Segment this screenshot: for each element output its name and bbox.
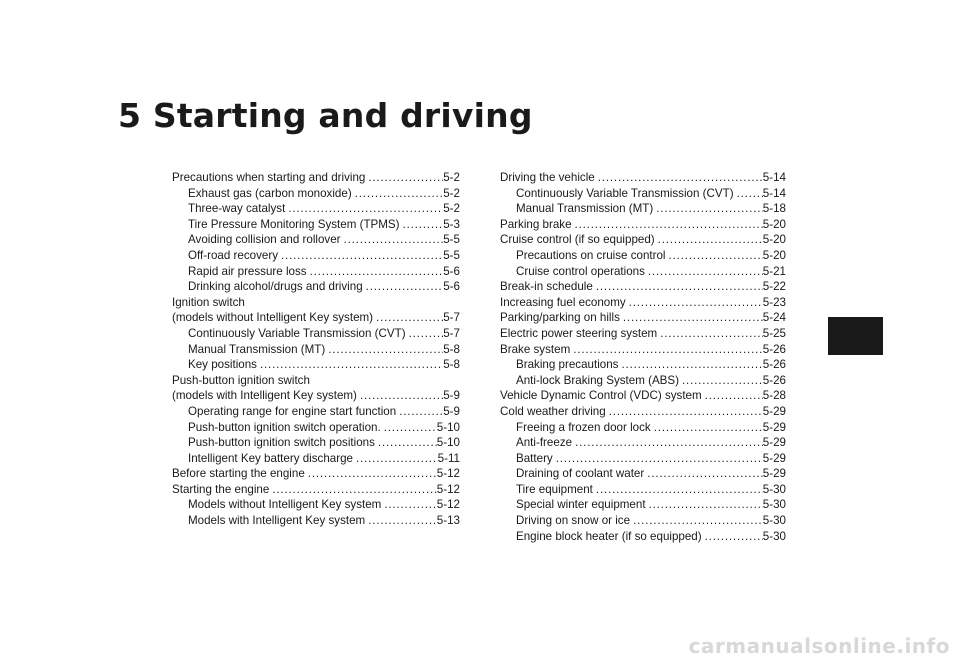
toc-entry[interactable] (500, 279, 786, 295)
toc-entry-label: Rapid air pressure loss (188, 264, 307, 278)
toc-entry-label: Push-button ignition switch operation. (188, 420, 381, 434)
toc-entry-label: Precautions on cruise control (516, 248, 666, 262)
toc-entry-label: Precautions when starting and driving (172, 171, 366, 184)
toc-dot-leader (644, 466, 763, 482)
toc-subentry[interactable] (500, 357, 786, 373)
toc-dot-leader (572, 435, 763, 451)
toc-page-number: 5-5 (443, 233, 460, 247)
toc-subentry[interactable] (172, 513, 460, 529)
toc-dot-leader (352, 186, 444, 202)
toc-entry-label: Starting the engine (172, 482, 270, 496)
chapter-tab-marker (828, 317, 883, 355)
toc-entry-label: Intelligent Key battery discharge (188, 451, 353, 465)
toc-page-number: 5-20 (762, 248, 786, 262)
toc-dot-leader (257, 357, 443, 373)
toc-page-number: 5-29 (762, 436, 786, 450)
toc-subentry[interactable] (172, 279, 460, 295)
toc-entry[interactable] (172, 170, 460, 186)
toc-dot-leader (646, 497, 763, 513)
toc-entry[interactable] (500, 404, 786, 420)
toc-subentry[interactable] (500, 482, 786, 498)
toc-page-number: 5-22 (762, 280, 786, 294)
toc-subentry[interactable] (172, 248, 460, 264)
toc-entry-label: Anti-lock Braking System (ABS) (516, 373, 680, 387)
toc-page-number: 5-30 (762, 514, 786, 528)
toc-page-number: 5-6 (443, 264, 460, 278)
toc-dot-leader (269, 482, 436, 498)
toc-page-number: 5-20 (762, 233, 786, 247)
toc-dot-leader (618, 357, 762, 373)
toc-entry[interactable] (172, 388, 460, 404)
toc-entry-label: Continuously Variable Transmission (CVT) (188, 326, 406, 340)
toc-entry[interactable] (500, 217, 786, 233)
toc-page-number: 5-26 (762, 342, 786, 356)
toc-dot-leader (626, 295, 763, 311)
toc-entry-label: Continuously Variable Transmission (CVT) (516, 186, 734, 200)
toc-entry-label: Models with Intelligent Key system (188, 514, 366, 528)
toc-entry-label: Before starting the engine (172, 467, 305, 481)
toc-page-number: 5-14 (762, 186, 786, 200)
toc-page-number: 5-13 (436, 514, 460, 528)
toc-entry-label: Cruise control (if so equipped) (500, 233, 655, 247)
toc-page-number: 5-11 (437, 451, 460, 465)
toc-page-number: 5-12 (436, 482, 460, 496)
toc-dot-leader (341, 232, 444, 248)
toc-page-number: 5-30 (762, 498, 786, 512)
toc-entry-label: Driving on snow or ice (516, 514, 631, 528)
toc-page-number: 5-28 (762, 389, 786, 403)
toc-entry-label: Break-in schedule (500, 280, 593, 294)
toc-subentry[interactable] (500, 497, 786, 513)
toc-dot-leader (734, 186, 763, 202)
toc-page-number: 5-7 (443, 326, 460, 340)
toc-page-number: 5-2 (443, 186, 460, 200)
toc-page-number: 5-12 (436, 498, 460, 512)
toc-entry-label: Electric power steering system (500, 326, 658, 340)
toc-subentry[interactable] (172, 264, 460, 280)
toc-entry-label: (models with Intelligent Key system) (172, 389, 357, 403)
toc-entry[interactable] (500, 295, 786, 311)
toc-entry-label: Drinking alcohol/drugs and driving (188, 280, 363, 294)
toc-dot-leader (606, 404, 763, 420)
toc-page-number: 5-10 (436, 420, 460, 434)
toc-subentry[interactable] (172, 435, 460, 451)
toc-entry-label: Push-button ignition switch positions (188, 436, 375, 450)
toc-dot-leader (381, 497, 436, 513)
toc-dot-leader (285, 201, 443, 217)
toc-subentry[interactable] (500, 466, 786, 482)
toc-entry-label: Freeing a frozen door lock (516, 420, 651, 434)
toc-subentry[interactable] (500, 186, 786, 202)
toc-subentry[interactable] (172, 404, 460, 420)
toc-entry-label: Off-road recovery (188, 248, 278, 262)
toc-dot-leader (593, 279, 763, 295)
toc-page-number: 5-23 (762, 295, 786, 309)
toc-entry[interactable] (172, 310, 460, 326)
toc-dot-leader (702, 388, 763, 404)
toc-subentry[interactable] (172, 217, 460, 233)
toc-page-number: 5-29 (762, 420, 786, 434)
toc-entry-label: Increasing fuel economy (500, 295, 626, 309)
toc-dot-leader (702, 529, 763, 545)
toc-dot-leader (357, 388, 443, 404)
toc-page-number: 5-26 (762, 358, 786, 372)
toc-entry-label: Driving the vehicle (500, 171, 595, 184)
toc-subentry[interactable] (500, 201, 786, 217)
toc-subentry[interactable] (172, 201, 460, 217)
toc-dot-leader (595, 170, 763, 186)
toc-entry[interactable] (500, 310, 786, 326)
toc-entry-label: Cold weather driving (500, 404, 606, 418)
toc-entry-label: Vehicle Dynamic Control (VDC) system (500, 389, 702, 403)
toc-page-number: 5-30 (762, 529, 786, 543)
toc-dot-leader (406, 326, 444, 342)
toc-page-number: 5-2 (443, 171, 460, 184)
toc-page-number: 5-29 (762, 404, 786, 418)
toc-subentry[interactable] (500, 264, 786, 280)
toc-page-number: 5-29 (762, 451, 786, 465)
toc-entry-label: Brake system (500, 342, 571, 356)
toc-dot-leader (400, 217, 444, 233)
toc-page-number: 5-10 (436, 436, 460, 450)
toc-entry-label: Special winter equipment (516, 498, 646, 512)
toc-entry-label: (models without Intelligent Key system) (172, 311, 374, 325)
toc-page-number: 5-8 (443, 358, 460, 372)
toc-entry[interactable] (500, 342, 786, 358)
toc-entry-label: Tire Pressure Monitoring System (TPMS) (188, 217, 400, 231)
toc-dot-leader (381, 420, 437, 436)
toc-subentry[interactable] (500, 435, 786, 451)
toc-subentry[interactable] (172, 420, 460, 436)
toc-left-column (172, 170, 460, 529)
toc-dot-leader (365, 513, 437, 529)
toc-page-number: 5-9 (443, 389, 460, 403)
toc-entry[interactable] (172, 482, 460, 498)
toc-dot-leader (365, 170, 443, 186)
toc-entry-label: Operating range for engine start function (188, 404, 397, 418)
toc-subentry[interactable] (172, 451, 460, 467)
toc-page-number: 5-24 (762, 311, 786, 325)
toc-subentry[interactable] (172, 497, 460, 513)
toc-dot-leader (305, 466, 437, 482)
toc-entry-label: Manual Transmission (MT) (188, 342, 326, 356)
toc-entry-label: Key positions (188, 358, 257, 372)
toc-dot-leader (645, 264, 763, 280)
toc-dot-leader (655, 232, 763, 248)
watermark: carmanualsonline.info (688, 634, 950, 658)
toc-subentry[interactable] (500, 451, 786, 467)
toc-entry[interactable] (500, 170, 786, 186)
toc-dot-leader (396, 404, 443, 420)
toc-right-column (500, 170, 786, 544)
toc-entry[interactable] (500, 326, 786, 342)
toc-page-number: 5-3 (443, 217, 460, 231)
toc-dot-leader (651, 420, 763, 436)
toc-entry-label: Models without Intelligent Key system (188, 498, 382, 512)
toc-entry-label: Parking/parking on hills (500, 311, 620, 325)
toc-subentry[interactable] (172, 232, 460, 248)
toc-dot-leader (653, 201, 763, 217)
toc-dot-leader (325, 342, 443, 358)
chapter-title: 5 Starting and driving (118, 96, 533, 135)
toc-dot-leader (363, 279, 444, 295)
toc-page-number: 5-20 (762, 217, 786, 231)
toc-entry[interactable] (172, 466, 460, 482)
toc-subentry[interactable] (172, 357, 460, 373)
toc-page-number: 5-8 (443, 342, 460, 356)
toc-page-number: 5-12 (436, 467, 460, 481)
toc-dot-leader (657, 326, 763, 342)
toc-dot-leader (570, 342, 763, 358)
toc-page-number: 5-25 (762, 326, 786, 340)
toc-entry-label: Anti-freeze (516, 436, 573, 450)
toc-page-number: 5-9 (443, 404, 460, 418)
toc-page-number: 5-26 (762, 373, 786, 387)
toc-dot-leader (553, 451, 763, 467)
toc-entry-label: Parking brake (500, 217, 572, 231)
toc-dot-leader (307, 264, 444, 280)
toc-entry-label: Three-way catalyst (188, 202, 286, 216)
toc-page-number: 5-30 (762, 482, 786, 496)
toc-dot-leader (375, 435, 437, 451)
toc-subentry[interactable] (500, 373, 786, 389)
toc-dot-leader (373, 310, 443, 326)
toc-dot-leader (572, 217, 763, 233)
toc-entry-label: Cruise control operations (516, 264, 645, 278)
toc-entry-label: Battery (516, 451, 553, 465)
toc-page-number: 5-29 (762, 467, 786, 481)
toc-dot-leader (593, 482, 763, 498)
toc-entry[interactable] (500, 232, 786, 248)
toc-entry-label: Exhaust gas (carbon monoxide) (188, 186, 352, 200)
toc-page-number: 5-5 (443, 248, 460, 262)
toc-subentry[interactable] (500, 248, 786, 264)
toc-heading: Ignition switch (172, 295, 245, 309)
toc-heading: Push-button ignition switch (172, 373, 310, 387)
toc-dot-leader (353, 451, 438, 467)
toc-entry-label: Manual Transmission (MT) (516, 202, 654, 216)
toc-entry-label: Avoiding collision and rollover (188, 233, 341, 247)
toc-dot-leader (620, 310, 763, 326)
toc-entry-label: Tire equipment (516, 482, 593, 496)
toc-page-number: 5-6 (443, 280, 460, 294)
toc-entry-label: Draining of coolant water (516, 467, 645, 481)
toc-subentry[interactable] (172, 342, 460, 358)
toc-dot-leader (666, 248, 763, 264)
toc-page-number: 5-14 (762, 171, 786, 184)
toc-subentry[interactable] (500, 529, 786, 545)
toc-entry-label: Engine block heater (if so equipped) (516, 529, 702, 543)
toc-dot-leader (630, 513, 763, 529)
toc-dot-leader (679, 373, 763, 389)
toc-page-number: 5-18 (762, 202, 786, 216)
toc-subentry[interactable] (500, 513, 786, 529)
toc-subentry[interactable] (500, 420, 786, 436)
toc-subentry[interactable] (172, 186, 460, 202)
toc-page-number: 5-2 (443, 202, 460, 216)
toc-entry[interactable] (500, 388, 786, 404)
toc-entry-label: Braking precautions (516, 358, 619, 372)
toc-dot-leader (278, 248, 443, 264)
toc-page-number: 5-7 (443, 311, 460, 325)
toc-page-number: 5-21 (762, 264, 786, 278)
toc-subentry[interactable] (172, 326, 460, 342)
